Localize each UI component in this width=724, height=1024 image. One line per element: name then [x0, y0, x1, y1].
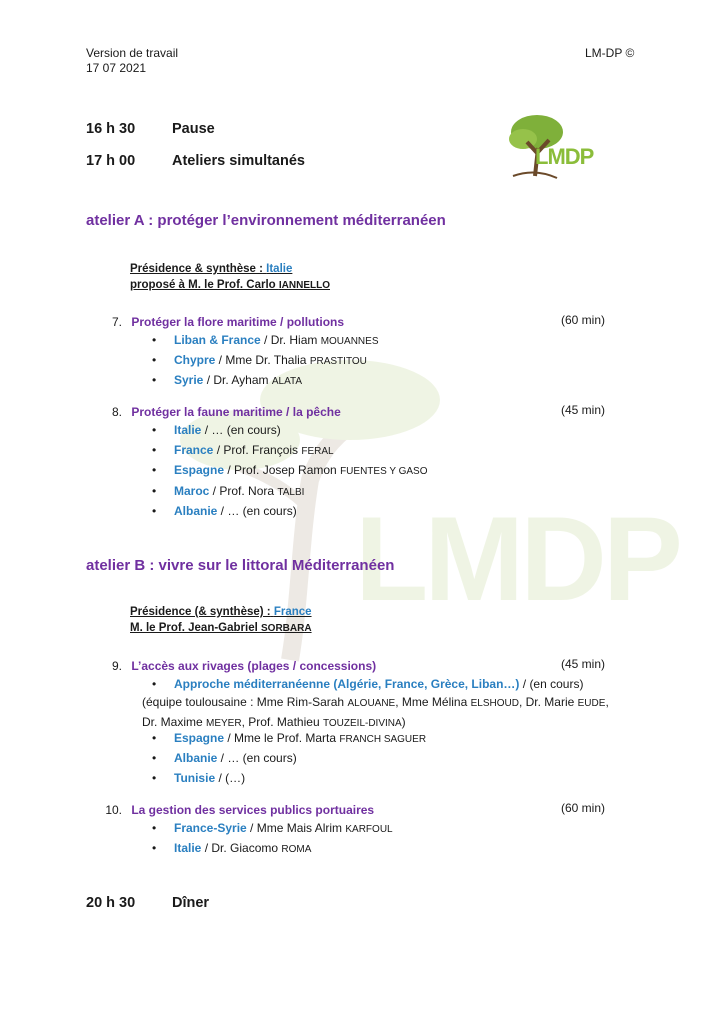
presidence-label: Présidence & synthèse : — [130, 263, 263, 275]
item-10-bullets — [147, 819, 393, 859]
schedule-label-diner: Dîner — [172, 895, 210, 911]
agenda-item-7 — [100, 313, 620, 331]
item-10-duration: (60 min) — [561, 801, 606, 815]
atelier-a-presidence — [130, 261, 330, 294]
list-item: • Espagne / Mme le Prof. Marta FRANCH SAGUER — [147, 729, 426, 749]
item-8-bullets — [147, 421, 428, 522]
atelier-a-title: atelier A : protéger l’environnement méditerranéen — [86, 212, 446, 229]
atelier-b-presidence — [130, 604, 312, 637]
date-label: 17 07 2021 — [86, 61, 147, 75]
proposal-name: IANNELLO — [278, 280, 330, 291]
item-number: 10. — [105, 803, 122, 817]
doc-header-right: LM-DP © — [585, 46, 635, 60]
atelier-b-title: atelier B : vivre sur le littoral Méditerranéen — [86, 557, 395, 574]
list-item: • Maroc / Prof. Nora TALBI — [147, 482, 428, 502]
list-item: • Liban & France / Dr. Hiam MOUANNES — [147, 331, 379, 351]
item-number: 9. — [111, 659, 122, 673]
schedule-label-pause: Pause — [172, 121, 215, 137]
schedule-time-diner: 20 h 30 — [86, 895, 136, 911]
lmdp-logo — [505, 112, 613, 182]
item-7-duration: (60 min) — [561, 313, 606, 327]
schedule-time-pause: 16 h 30 — [86, 121, 136, 137]
agenda-item-9 — [100, 657, 620, 675]
item-8-duration: (45 min) — [561, 403, 606, 417]
list-item: • Italie / Dr. Giacomo ROMA — [147, 839, 393, 859]
agenda-item-10 — [100, 801, 620, 819]
proposal-prefix: proposé à M. le Prof. Carlo — [130, 279, 279, 291]
item-7-bullets — [147, 331, 379, 392]
item-number: 8. — [111, 405, 122, 419]
list-item: • France-Syrie / Mme Mais Alrim KARFOUL — [147, 819, 393, 839]
item-title: La gestion des services publics portuaires — [131, 803, 375, 817]
list-item: • Syrie / Dr. Ayham ALATA — [147, 371, 379, 391]
proposal-name: SORBARA — [261, 623, 312, 634]
schedule-time-ateliers: 17 h 00 — [86, 153, 136, 169]
list-item: • Approche méditerranéenne (Algérie, France, Grèce, Liban…) / (en cours) — [147, 675, 607, 693]
proposal-prefix: M. le Prof. Jean-Gabriel — [130, 622, 262, 634]
team-note: (équipe toulousaine : Mme Rim-Sarah ALOUANE, Mme Mélina ELSHOUD, Dr. Marie EUDE, Dr. Maxime MEYER, Prof. Mathieu TOUZEIL-DIVINA) — [142, 695, 609, 729]
list-item: • France / Prof. François FERAL — [147, 441, 428, 461]
presidence-country: Italie — [266, 263, 293, 275]
item-number: 7. — [111, 315, 122, 329]
logo-text: LMDP — [535, 144, 594, 169]
list-item: • Tunisie / (…) — [147, 769, 426, 789]
list-item: • Espagne / Prof. Josep Ramon FUENTES Y GASO — [147, 461, 428, 481]
item-title: Protéger la faune maritime / la pêche — [131, 405, 341, 419]
item-9-bullets — [147, 729, 426, 790]
presidence-label: Présidence (& synthèse) : — [130, 606, 271, 618]
list-item: • Albanie / … (en cours) — [147, 749, 426, 769]
item-title: L’accès aux rivages (plages / concessions) — [131, 659, 377, 673]
item-9-first-bullet — [147, 675, 607, 693]
presidence-country: France — [273, 606, 312, 618]
list-item: • Italie / … (en cours) — [147, 421, 428, 441]
watermark-text: LMDP — [355, 492, 679, 626]
schedule-label-ateliers: Ateliers simultanés — [172, 153, 305, 169]
list-item: • Chypre / Mme Dr. Thalia PRASTITOU — [147, 351, 379, 371]
item-9-duration: (45 min) — [561, 657, 606, 671]
item-title: Protéger la flore maritime / pollutions — [131, 315, 345, 329]
doc-header-left — [86, 46, 178, 76]
version-label: Version de travail — [86, 46, 179, 60]
list-item: • Albanie / … (en cours) — [147, 502, 428, 522]
agenda-item-8 — [100, 403, 620, 421]
